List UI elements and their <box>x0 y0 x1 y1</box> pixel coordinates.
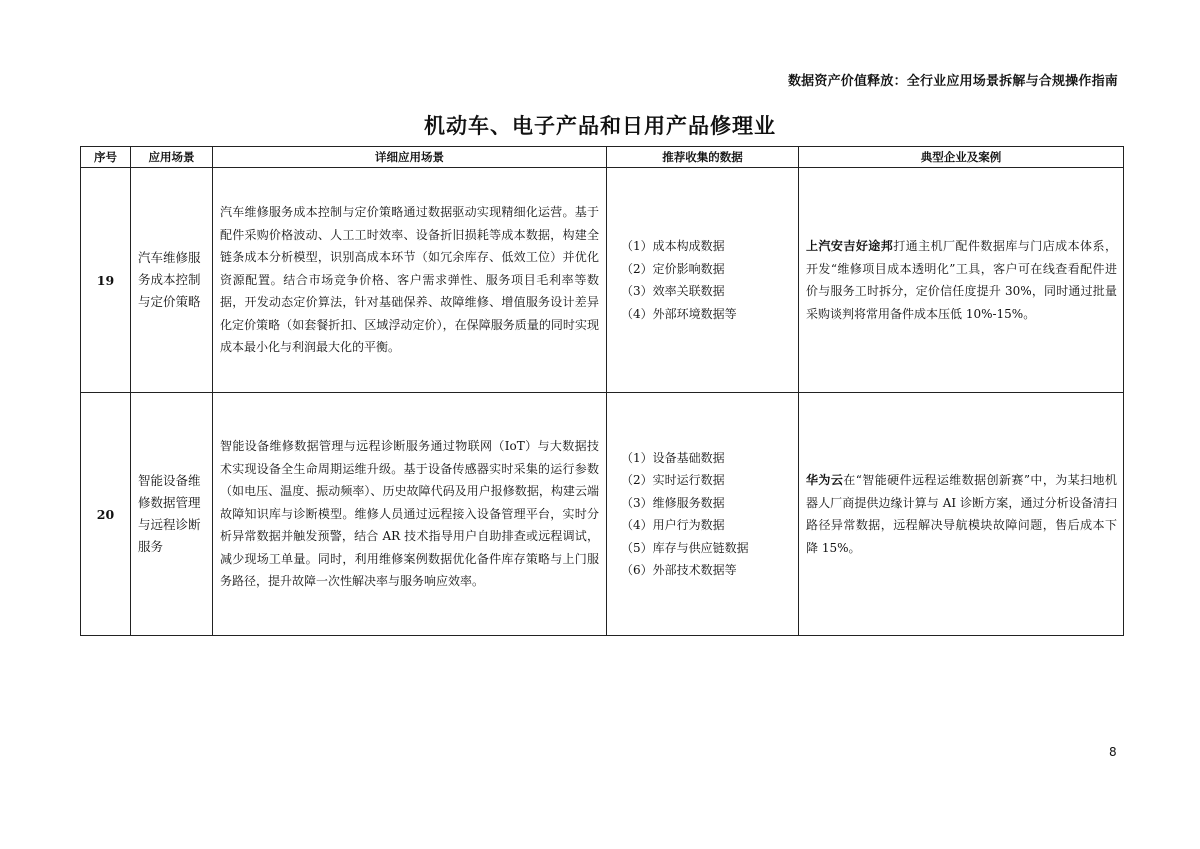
data-list-item: （2）定价影响数据 <box>621 261 725 276</box>
data-list-item: （3）效率关联数据 <box>621 284 725 298</box>
column-header-seq: 序号 <box>81 147 131 168</box>
row-scene: 汽车维修服务成本控制与定价策略 <box>131 168 213 393</box>
page-number: 8 <box>1109 745 1117 759</box>
row-scene: 智能设备维修数据管理与远程诊断服务 <box>131 393 213 636</box>
data-list-item: （6）外部技术数据等 <box>621 563 737 577</box>
page-title: 机动车、电子产品和日用产品修理业 <box>424 114 776 138</box>
row-detail: 汽车维修服务成本控制与定价策略通过数据驱动实现精细化运营。基于配件采购价格波动、人工工时效率、设备折旧损耗等成本数据，构建全链条成本分析模型，识别高成本环节（如冗余库存、低效工位）并优化资源配置。结合市场竞争价格、客户需求弹性、服务项目毛利率等数据，开发动态定价算法，针对基础保养、故障维修、增值服务设计差异化定价策略（如套餐折扣、区域浮动定价），在保障服务质量的同时实现成本最小化与利润最大化的平衡。 <box>213 168 607 393</box>
data-list-item: （2）实时运行数据 <box>621 473 725 487</box>
data-list-item: （5）库存与供应链数据 <box>621 540 749 555</box>
data-list-item: （3）维修服务数据 <box>621 495 725 510</box>
data-list-item: （1）成本构成数据 <box>621 239 725 253</box>
data-list-item: （4）用户行为数据 <box>621 518 725 532</box>
row-data-list <box>607 393 799 636</box>
table-row <box>81 393 1124 636</box>
data-list-item: （4）外部环境数据等 <box>621 306 737 321</box>
row-seq: 20 <box>81 393 131 636</box>
case-text: 在“智能硬件远程运维数据创新赛”中，为某扫地机器人厂商提供边缘计算与 AI 诊断方案，通过分析设备清扫路径异常数据，远程解决导航模块故障问题，售后成本下降 15%。 <box>806 473 1117 555</box>
row-detail: 智能设备维修数据管理与远程诊断服务通过物联网（IoT）与大数据技术实现设备全生命周期运维升级。基于设备传感器实时采集的运行参数（如电压、温度、振动频率）、历史故障代码及用户报修数据，构建云端故障知识库与诊断模型。维修人员通过远程接入设备管理平台，实时分析异常数据并触发预警，结合 AR 技术指导用户自助排查或远程调试，减少现场工单量。同时，利用维修案例数据优化备件库存策略与上门服务路径，提升故障一次性解决率与服务响应效率。 <box>213 393 607 636</box>
case-text: 打通主机厂配件数据库与门店成本体系，开发“维修项目成本透明化”工具，客户可在线查看配件进价与服务工时拆分，定价信任度提升 30%，同时通过批量采购谈判将常用备件成本压低 10%-15%。 <box>806 239 1117 321</box>
row-case <box>799 168 1124 393</box>
row-data-list <box>607 168 799 393</box>
data-list-item: （1）设备基础数据 <box>621 450 725 465</box>
column-header-case: 典型企业及案例 <box>799 147 1124 168</box>
row-seq: 19 <box>81 168 131 393</box>
document-header-title: 数据资产价值释放：全行业应用场景拆解与合规操作指南 <box>787 74 1118 89</box>
table-row <box>81 168 1124 393</box>
column-header-data: 推荐收集的数据 <box>607 147 799 168</box>
column-header-scene: 应用场景 <box>131 147 213 168</box>
column-header-detail: 详细应用场景 <box>213 147 607 168</box>
table-header-row <box>81 147 1124 168</box>
case-company: 华为云 <box>806 473 844 487</box>
scenario-table <box>80 146 1124 636</box>
row-case <box>799 393 1124 636</box>
case-company: 上汽安吉好途邦 <box>806 239 894 253</box>
